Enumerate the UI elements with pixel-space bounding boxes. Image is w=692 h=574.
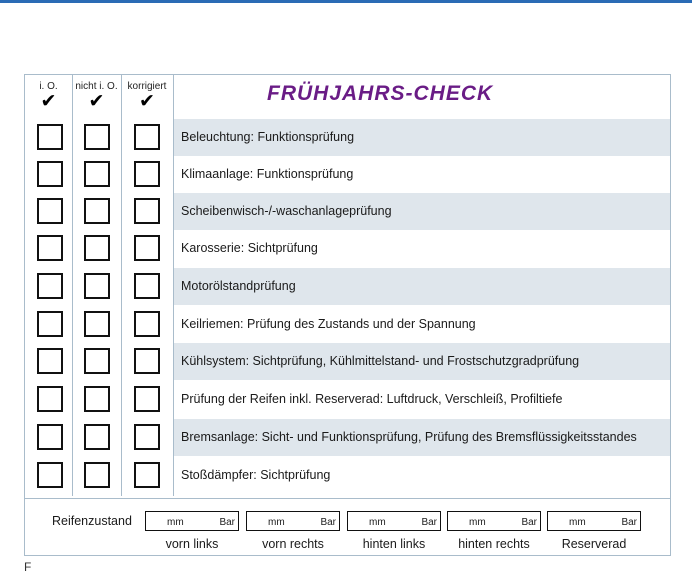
tire-condition-label: Reifenzustand: [52, 514, 132, 528]
tire-position-label: vorn rechts: [262, 537, 324, 551]
item-label: Stoßdämpfer: Sichtprüfung: [181, 468, 331, 482]
checkbox-nicht-io[interactable]: [84, 462, 110, 488]
checkbox-nicht-io[interactable]: [84, 235, 110, 261]
tire-input-front-right[interactable]: [246, 511, 340, 531]
checklist-row: [25, 381, 670, 418]
checkbox-korrigiert[interactable]: [134, 348, 160, 374]
checkbox-korrigiert[interactable]: [134, 235, 160, 261]
item-label: Bremsanlage: Sicht- und Funktionsprüfung, Prüfung des Bremsflüssigkeitsstandes: [181, 430, 637, 444]
checkbox-korrigiert[interactable]: [134, 124, 160, 150]
tire-position-label: vorn links: [165, 537, 219, 551]
checkbox-io[interactable]: [37, 311, 63, 337]
checklist-row: [25, 230, 670, 267]
checklist-row: [25, 306, 670, 343]
checkbox-io[interactable]: [37, 462, 63, 488]
item-label: Kühlsystem: Sichtprüfung, Kühlmittelstand- und Frostschutzgradprüfung: [181, 354, 580, 368]
checkmark-icon: ✔: [139, 91, 155, 112]
section-divider: [25, 498, 670, 499]
item-label: Motorölstandprüfung: [181, 279, 296, 293]
checkbox-korrigiert[interactable]: [134, 311, 160, 337]
tire-input-rear-right[interactable]: [447, 511, 541, 531]
checkmark-icon: ✔: [88, 91, 105, 112]
checklist-row: [25, 419, 670, 456]
tire-input-spare[interactable]: [547, 511, 641, 531]
item-label: Keilriemen: Prüfung des Zustands und der Spannung: [181, 317, 476, 331]
column-header-io: [25, 81, 72, 111]
checkbox-io[interactable]: [37, 273, 63, 299]
checkbox-io[interactable]: [37, 386, 63, 412]
footer-fragment: F: [24, 560, 32, 574]
item-label: Prüfung der Reifen inkl. Reserverad: Luftdruck, Verschleiß, Profiltiefe: [181, 392, 563, 406]
top-accent-line: [0, 0, 692, 3]
unit-bar: Bar: [621, 517, 637, 528]
checkbox-korrigiert[interactable]: [134, 424, 160, 450]
checklist-row: [25, 457, 670, 494]
column-header-label: i. O.: [39, 81, 58, 92]
checkbox-korrigiert[interactable]: [134, 198, 160, 224]
checklist-row: [25, 119, 670, 156]
tire-position-label: Reserverad: [561, 537, 627, 551]
tire-input-rear-left[interactable]: [347, 511, 441, 531]
page-title: FRÜHJAHRS-CHECK: [267, 82, 494, 105]
checkbox-nicht-io[interactable]: [84, 386, 110, 412]
checklist-row: [25, 268, 670, 305]
checklist-row: [25, 156, 670, 193]
unit-bar: Bar: [219, 517, 235, 528]
unit-bar: Bar: [521, 517, 537, 528]
unit-mm: mm: [268, 517, 285, 528]
item-label: Klimaanlage: Funktionsprüfung: [181, 167, 354, 181]
checkbox-korrigiert[interactable]: [134, 386, 160, 412]
tire-position-label: hinten links: [362, 537, 426, 551]
checkbox-io[interactable]: [37, 235, 63, 261]
unit-mm: mm: [569, 517, 586, 528]
item-label: Beleuchtung: Funktionsprüfung: [181, 130, 355, 144]
column-header-label: nicht i. O.: [75, 81, 118, 92]
checkbox-nicht-io[interactable]: [84, 198, 110, 224]
checkbox-nicht-io[interactable]: [84, 348, 110, 374]
tire-input-front-left[interactable]: [145, 511, 239, 531]
item-label: Scheibenwisch-/-waschanlageprüfung: [181, 204, 392, 218]
column-header-label: korrigiert: [127, 81, 167, 92]
checklist-card: [24, 74, 671, 556]
checkbox-nicht-io[interactable]: [84, 273, 110, 299]
unit-mm: mm: [167, 517, 184, 528]
checkbox-korrigiert[interactable]: [134, 161, 160, 187]
checkbox-io[interactable]: [37, 161, 63, 187]
column-header-nicht-io: [72, 81, 121, 111]
checkbox-io[interactable]: [37, 424, 63, 450]
checkbox-io[interactable]: [37, 124, 63, 150]
unit-mm: mm: [469, 517, 486, 528]
checkmark-icon: ✔: [40, 91, 57, 112]
checklist-row: [25, 343, 670, 380]
unit-bar: Bar: [320, 517, 336, 528]
checkbox-nicht-io[interactable]: [84, 161, 110, 187]
checkbox-io[interactable]: [37, 348, 63, 374]
checkbox-nicht-io[interactable]: [84, 311, 110, 337]
column-header-korrigiert: [121, 81, 173, 111]
item-label: Karosserie: Sichtprüfung: [181, 241, 318, 255]
checkbox-korrigiert[interactable]: [134, 273, 160, 299]
checkbox-nicht-io[interactable]: [84, 424, 110, 450]
unit-mm: mm: [369, 517, 386, 528]
checklist-row: [25, 193, 670, 230]
checkbox-korrigiert[interactable]: [134, 462, 160, 488]
unit-bar: Bar: [421, 517, 437, 528]
checkbox-nicht-io[interactable]: [84, 124, 110, 150]
tire-position-label: hinten rechts: [458, 537, 530, 551]
checkbox-io[interactable]: [37, 198, 63, 224]
